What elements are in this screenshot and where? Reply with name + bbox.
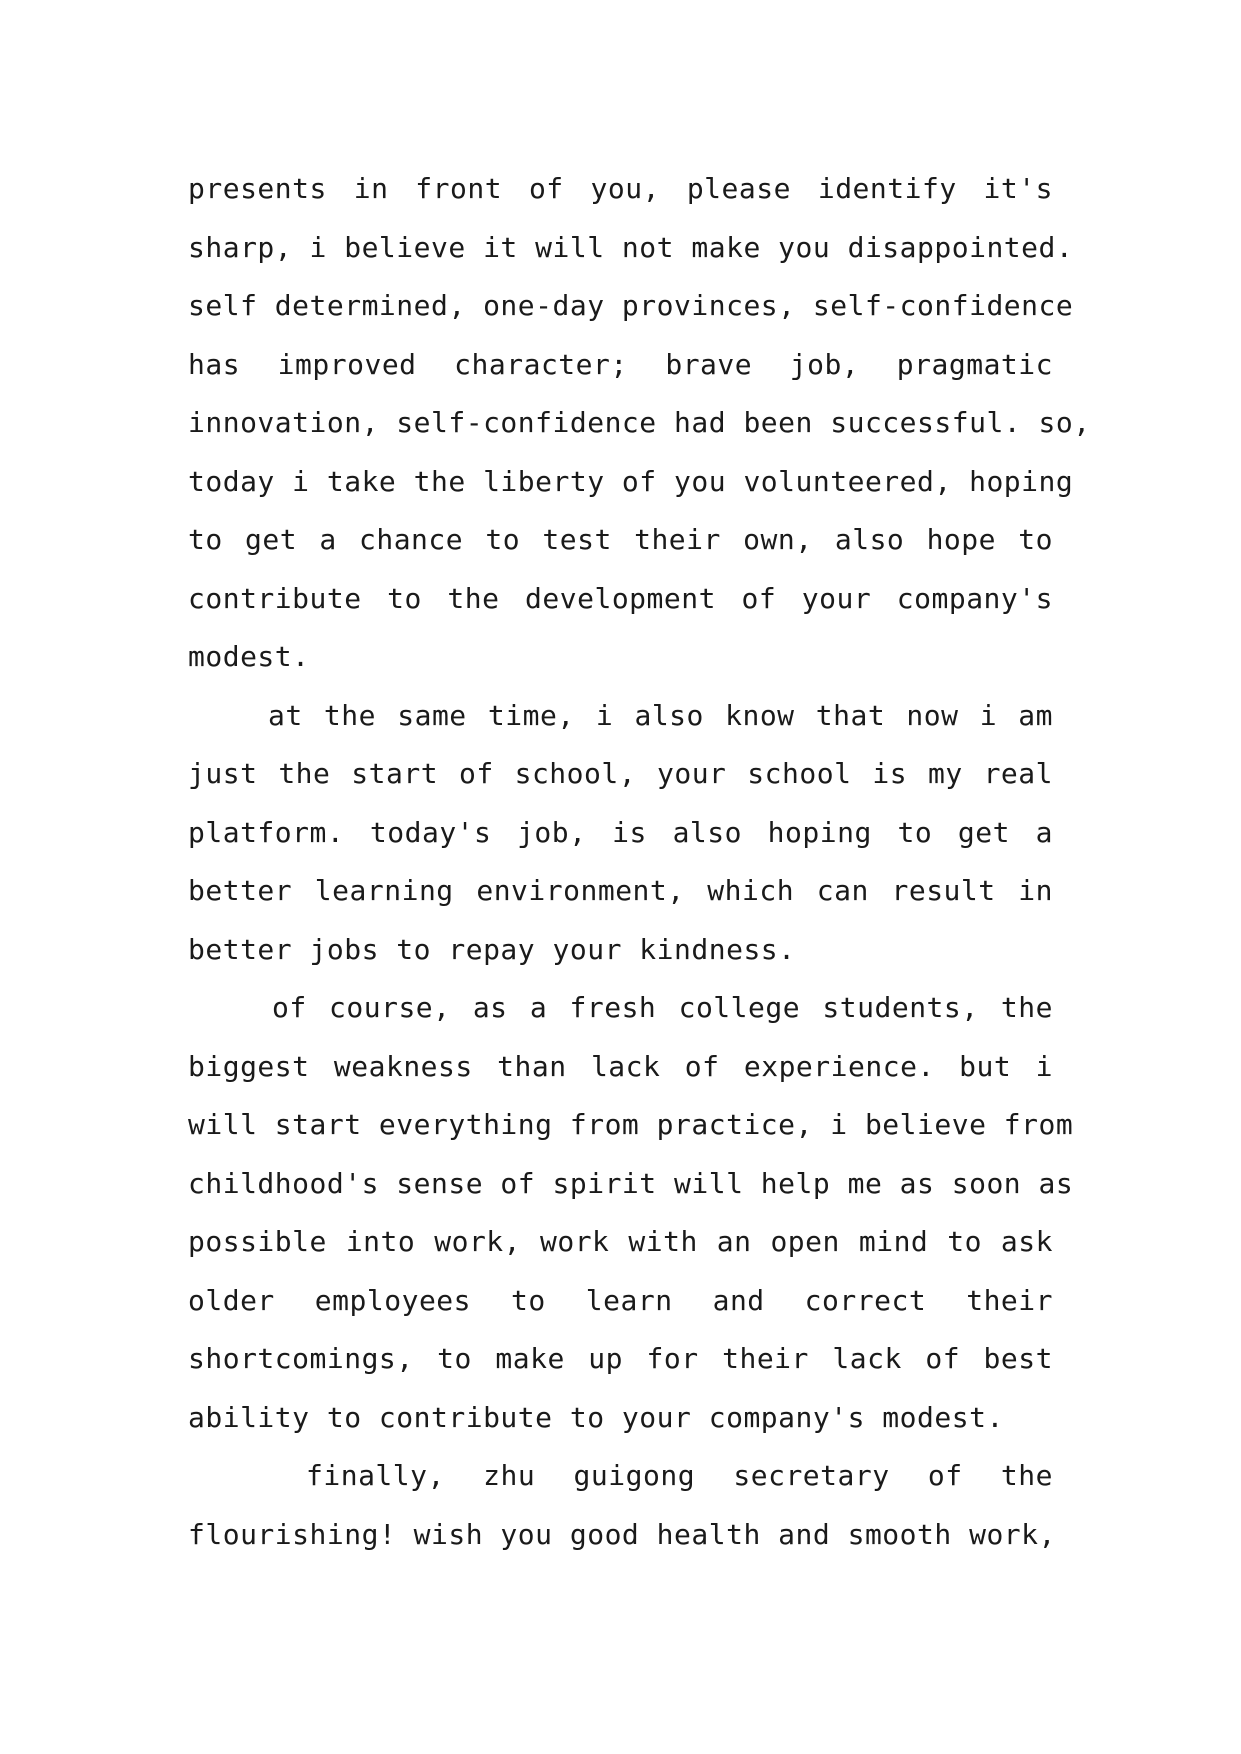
text-line: sharp, i believe it will not make you disappointed. (188, 230, 1074, 264)
text-line: biggest weakness than lack of experience. but i (188, 1049, 1053, 1083)
text-line: better jobs to repay your kindness. (188, 932, 796, 966)
text-line: today i take the liberty of you volunteered, hoping (188, 464, 1074, 498)
text-line: possible into work, work with an open mind to ask (188, 1225, 1053, 1258)
text-line: platform. today's job, is also hoping to get a (188, 815, 1053, 849)
text-line: childhood's sense of spirit will help me as soon as (188, 1166, 1074, 1200)
text-line: self determined, one-day provinces, self-confidence (188, 289, 1074, 322)
text-line: just the start of school, your school is my real (188, 757, 1053, 790)
text-line: presents in front of you, please identify it's (188, 172, 1053, 205)
text-line: flourishing! wish you good health and smooth work, (188, 1517, 1056, 1551)
paragraph (188, 687, 1053, 980)
text-line: has improved character; brave job, pragmatic (188, 347, 1053, 381)
letter-body (188, 160, 1091, 1564)
text-line: better learning environment, which can result in (188, 874, 1053, 907)
paragraph (188, 1447, 1056, 1564)
paragraph (188, 979, 1074, 1447)
text-line: at the same time, i also know that now i am (268, 698, 1053, 732)
text-line: to get a chance to test their own, also hope to (188, 523, 1053, 556)
text-line: contribute to the development of your company's (188, 581, 1053, 615)
text-line: finally, zhu guigong secretary of the (306, 1459, 1053, 1492)
text-line: of course, as a fresh college students, the (272, 991, 1053, 1024)
text-line: innovation, self-confidence had been successful. so, (188, 406, 1091, 439)
text-line: ability to contribute to your company's modest. (188, 1400, 1004, 1434)
text-line: will start everything from practice, i believe from (188, 1108, 1074, 1141)
text-line: modest. (188, 640, 310, 673)
paragraph (188, 160, 1091, 687)
text-line: older employees to learn and correct their (188, 1283, 1053, 1317)
text-line: shortcomings, to make up for their lack of best (188, 1342, 1053, 1375)
